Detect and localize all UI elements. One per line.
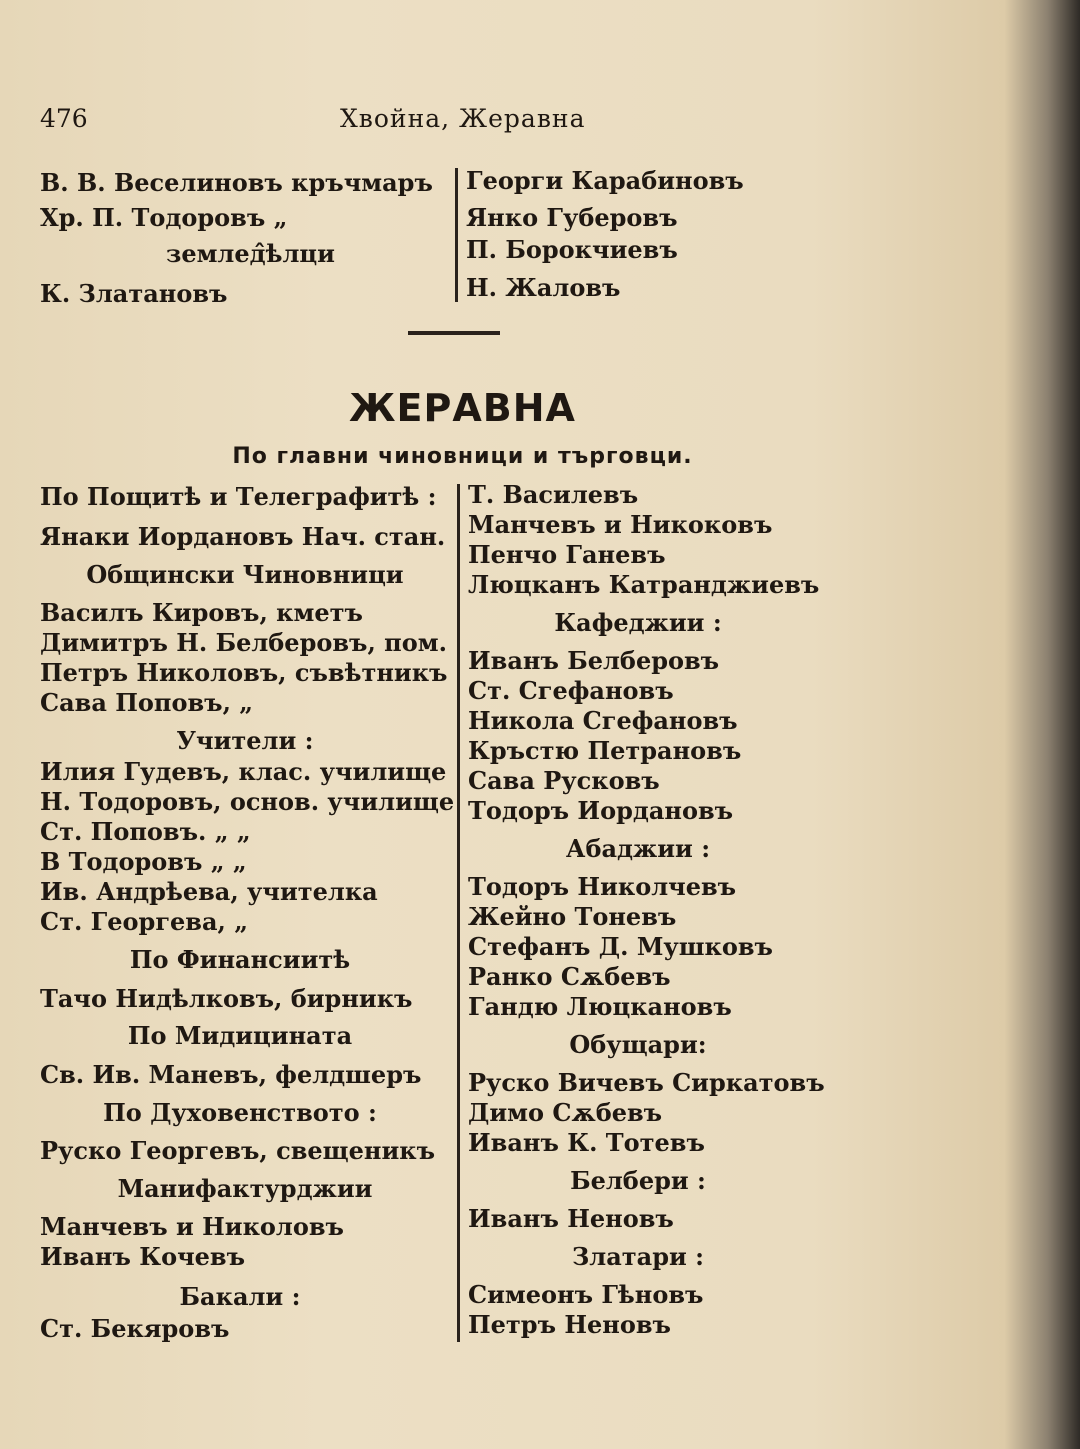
list-item: Пенчо Ганевъ [468, 540, 666, 569]
column-divider [455, 168, 458, 302]
subheading: По Духовенството : [103, 1098, 377, 1127]
subheading: По Финансиитѣ [129, 945, 351, 974]
subheading: Манифактурджии [117, 1174, 373, 1203]
section-separator [408, 331, 500, 335]
list-item: Гандю Люцкановъ [468, 992, 732, 1021]
section-subtitle: По главни чиновници и търговци. [232, 444, 693, 469]
subheading: Обущари: [569, 1030, 707, 1059]
list-item: Ст. Поповъ. „ „ [40, 817, 251, 846]
list-item: Тодоръ Иордановъ [468, 796, 734, 825]
list-item: Св. Ив. Маневъ, фелдшеръ [40, 1060, 422, 1089]
list-item: Тачо Нидѣлковъ, бирникъ [40, 984, 413, 1013]
list-item: Жейно Тоневъ [468, 902, 677, 931]
list-item: Тодоръ Николчевъ [468, 872, 737, 901]
list-item: П. Борокчиевъ [466, 235, 678, 264]
list-item: Ив. Андрѣева, учителка [40, 877, 378, 906]
column-divider [457, 484, 460, 1342]
list-item: Кръстю Петрановъ [468, 736, 742, 765]
list-item: Сава Поповъ, „ [40, 688, 254, 717]
subheading: Златари : [572, 1242, 704, 1271]
list-item: Никола Сгефановъ [468, 706, 738, 735]
list-item: Илия Гудевъ, клас. училище [40, 757, 447, 786]
list-item: Сава Русковъ [468, 766, 660, 795]
list-item: В Тодоровъ „ „ [40, 847, 247, 876]
subheading: По Мидицината [127, 1021, 353, 1050]
list-item: Димитръ Н. Белберовъ, пом. [40, 628, 447, 657]
list-item: Иванъ К. Тотевъ [468, 1128, 705, 1157]
list-item: Георги Карабиновъ [466, 166, 744, 195]
subheading: Бакали : [179, 1282, 301, 1311]
top-left-column [40, 168, 450, 308]
list-item: Ранко Сѫбевъ [468, 962, 671, 991]
list-item: Янко Губеровъ [466, 203, 678, 232]
list-item: Ст. Георгева, „ [40, 907, 249, 936]
list-item: Петръ Неновъ [468, 1310, 671, 1339]
subheading: Кафеджии : [554, 608, 722, 637]
list-item: Хр. П. Тодоровъ „ [40, 203, 288, 232]
list-item: землед̂ѣлци [166, 239, 335, 268]
subheading: Абаджии : [565, 834, 711, 863]
list-item: Манчевъ и Николовъ [40, 1212, 344, 1241]
subheading: По Пощитѣ и Телеграфитѣ : [40, 482, 437, 511]
list-item: Симеонъ Гѣновъ [468, 1280, 704, 1309]
list-item: Димо Сѫбевъ [468, 1098, 663, 1127]
page-header [40, 104, 600, 138]
list-item: Петръ Николовъ, съвѣтникъ [40, 658, 448, 687]
list-item: Иванъ Неновъ [468, 1204, 674, 1233]
running-title: Хвойна, Жеравна [340, 104, 586, 133]
list-item: Н. Тодоровъ, основ. училище [40, 787, 455, 816]
list-item: Н. Жаловъ [466, 273, 621, 302]
list-item: Руско Вичевъ Сиркатовъ [468, 1068, 825, 1097]
right-column [468, 480, 848, 1350]
list-item: Василъ Кировъ, кметъ [40, 598, 363, 627]
top-right-column [466, 166, 826, 306]
list-item: Т. Василевъ [468, 480, 639, 509]
list-item: Иванъ Кочевъ [40, 1242, 245, 1271]
subheading: Общински Чиновници [86, 560, 404, 589]
list-item: Ст. Бекяровъ [40, 1314, 230, 1343]
list-item: Руско Георгевъ, свещеникъ [40, 1136, 436, 1165]
list-item: В. В. Веселиновъ кръчмаръ [40, 168, 433, 197]
list-item: Янаки Иордановъ Нач. стан. [40, 522, 446, 551]
list-item: Ст. Сгефановъ [468, 676, 674, 705]
list-item: К. Златановъ [40, 279, 228, 308]
list-item: Стефанъ Д. Мушковъ [468, 932, 773, 961]
section-title: ЖЕРАВНА [349, 386, 576, 430]
list-item: Люцканъ Катранджиевъ [468, 570, 820, 599]
left-column [40, 482, 455, 1352]
list-item: Манчевъ и Никоковъ [468, 510, 773, 539]
page-number: 476 [40, 104, 88, 133]
subheading: Белбери : [570, 1166, 706, 1195]
list-item: Иванъ Белберовъ [468, 646, 720, 675]
subheading: Учители : [176, 726, 314, 755]
